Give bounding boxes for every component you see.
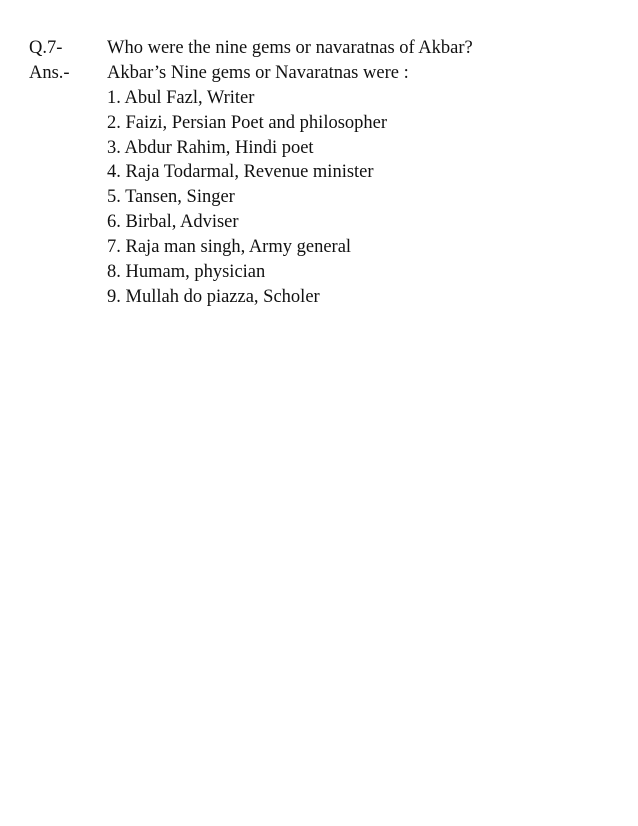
list-item <box>0 260 638 285</box>
list-item <box>0 136 638 161</box>
list-item <box>0 210 638 235</box>
answer-intro: Akbar’s Nine gems or Navaratnas were : <box>107 63 409 83</box>
list-item <box>0 111 638 136</box>
question-text: Who were the nine gems or navaratnas of Akbar? <box>107 38 473 58</box>
question-number: Q.7- <box>29 38 63 58</box>
list-item <box>0 160 638 185</box>
list-item-text: 1. Abul Fazl, Writer <box>107 88 255 108</box>
answer-row <box>0 61 638 86</box>
list-item-text: 9. Mullah do piazza, Scholer <box>107 287 320 307</box>
list-item-text: 4. Raja Todarmal, Revenue minister <box>107 162 374 182</box>
list-item <box>0 285 638 310</box>
list-item-text: 8. Humam, physician <box>107 262 266 282</box>
question-row <box>0 36 638 61</box>
list-item-text: 5. Tansen, Singer <box>107 187 235 207</box>
list-item <box>0 235 638 260</box>
list-item <box>0 86 638 111</box>
list-item-text: 7. Raja man singh, Army general <box>107 237 352 257</box>
answer-label: Ans.- <box>29 63 70 83</box>
list-item-text: 6. Birbal, Adviser <box>107 212 239 232</box>
list-item <box>0 185 638 210</box>
list-item-text: 2. Faizi, Persian Poet and philosopher <box>107 113 388 133</box>
list-item-text: 3. Abdur Rahim, Hindi poet <box>107 138 314 158</box>
